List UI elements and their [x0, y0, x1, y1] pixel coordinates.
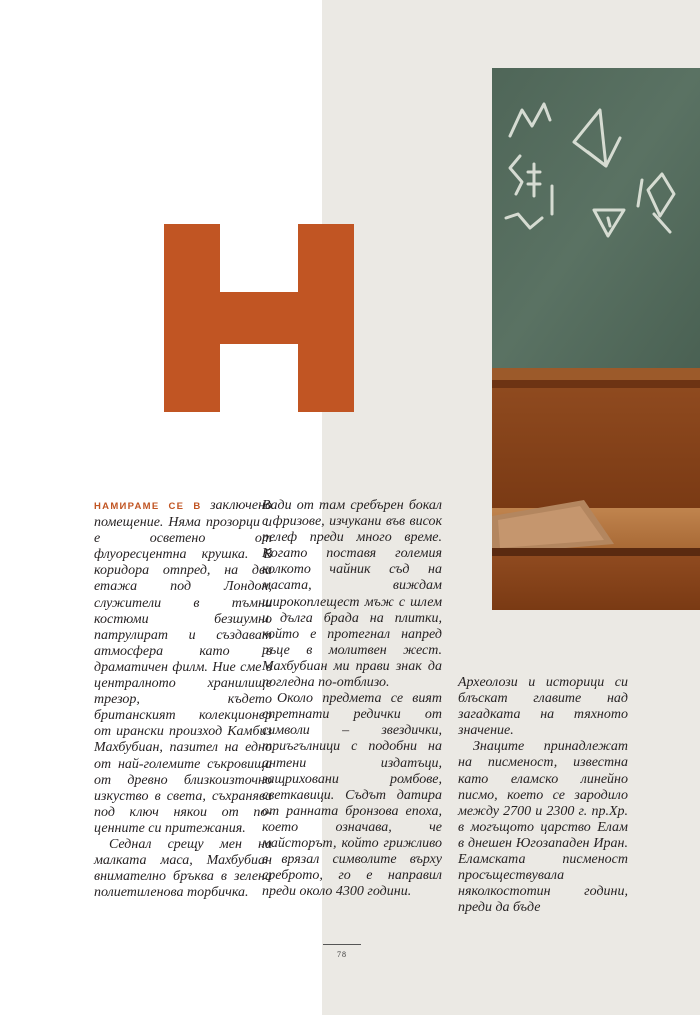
text-column-3	[458, 675, 628, 916]
page-number: 78	[337, 950, 347, 959]
text-column-1	[94, 498, 272, 901]
paragraph: Вади от там сребърен бокал с фризове, изчукани във висок релеф преди много време. Когато поставя големия колкото чайник съд на масата, виждам широкоплещест мъж с шлем и дълга брада на плитки, който е протегнал напред ръце в молитвен жест. Махбубиан ми прави знак да погледна по-отблизо.	[262, 498, 442, 691]
folio-rule	[323, 944, 361, 945]
paragraph: Археолози и историци си блъскат главите над загадката на тяхното значение.	[458, 675, 628, 739]
paragraph-text: заключено помещение. Няма прозорци и е осветено от флуоресцентна крушка. В коридора отпред, на два етажа под Лондон, служители в тъмни костюми безшумно патрулират и създават атмосфера като в драматичен филм. Ние сме в централното хранилище трезор, където британският колекционер от ирански произход Камбиз Махбубиан, пазител на едно от най-големите съкровища от древно близкоизточно изкуство в света, съхранява под ключ някои от по-ценните си притежания.	[94, 498, 273, 836]
drop-cap	[164, 224, 364, 412]
paragraph: Седнал срещу мен на малката маса, Махбубиан внимателно бръква в зелена полиетиленова торбичка.	[94, 836, 272, 901]
paragraph: Около предмета се вият спретнати редички от символи – звездички, триъгълници с подобни на антени издатъци, защриховани ромбове, светкавици. Съдът датира от ранната бронзова епоха, което означава, че майсторът, който грижливо е врязал символите върху среброто, го е направил преди около 4300 години.	[262, 691, 442, 900]
paragraph: Знаците принадлежат на писменост, известна като еламско линейно писмо, което се зародило между 2700 и 2300 г. пр.Хр. в могъщото царство Елам в днешен Югозападен Иран. Еламската писменост просъществувала няколкостотин години, преди да бъде	[458, 739, 628, 916]
text-column-2	[262, 498, 442, 900]
chalkboard-photo	[492, 68, 700, 610]
paragraph	[94, 498, 272, 837]
lead-in: НАМИРАМЕ СЕ В	[94, 501, 202, 512]
